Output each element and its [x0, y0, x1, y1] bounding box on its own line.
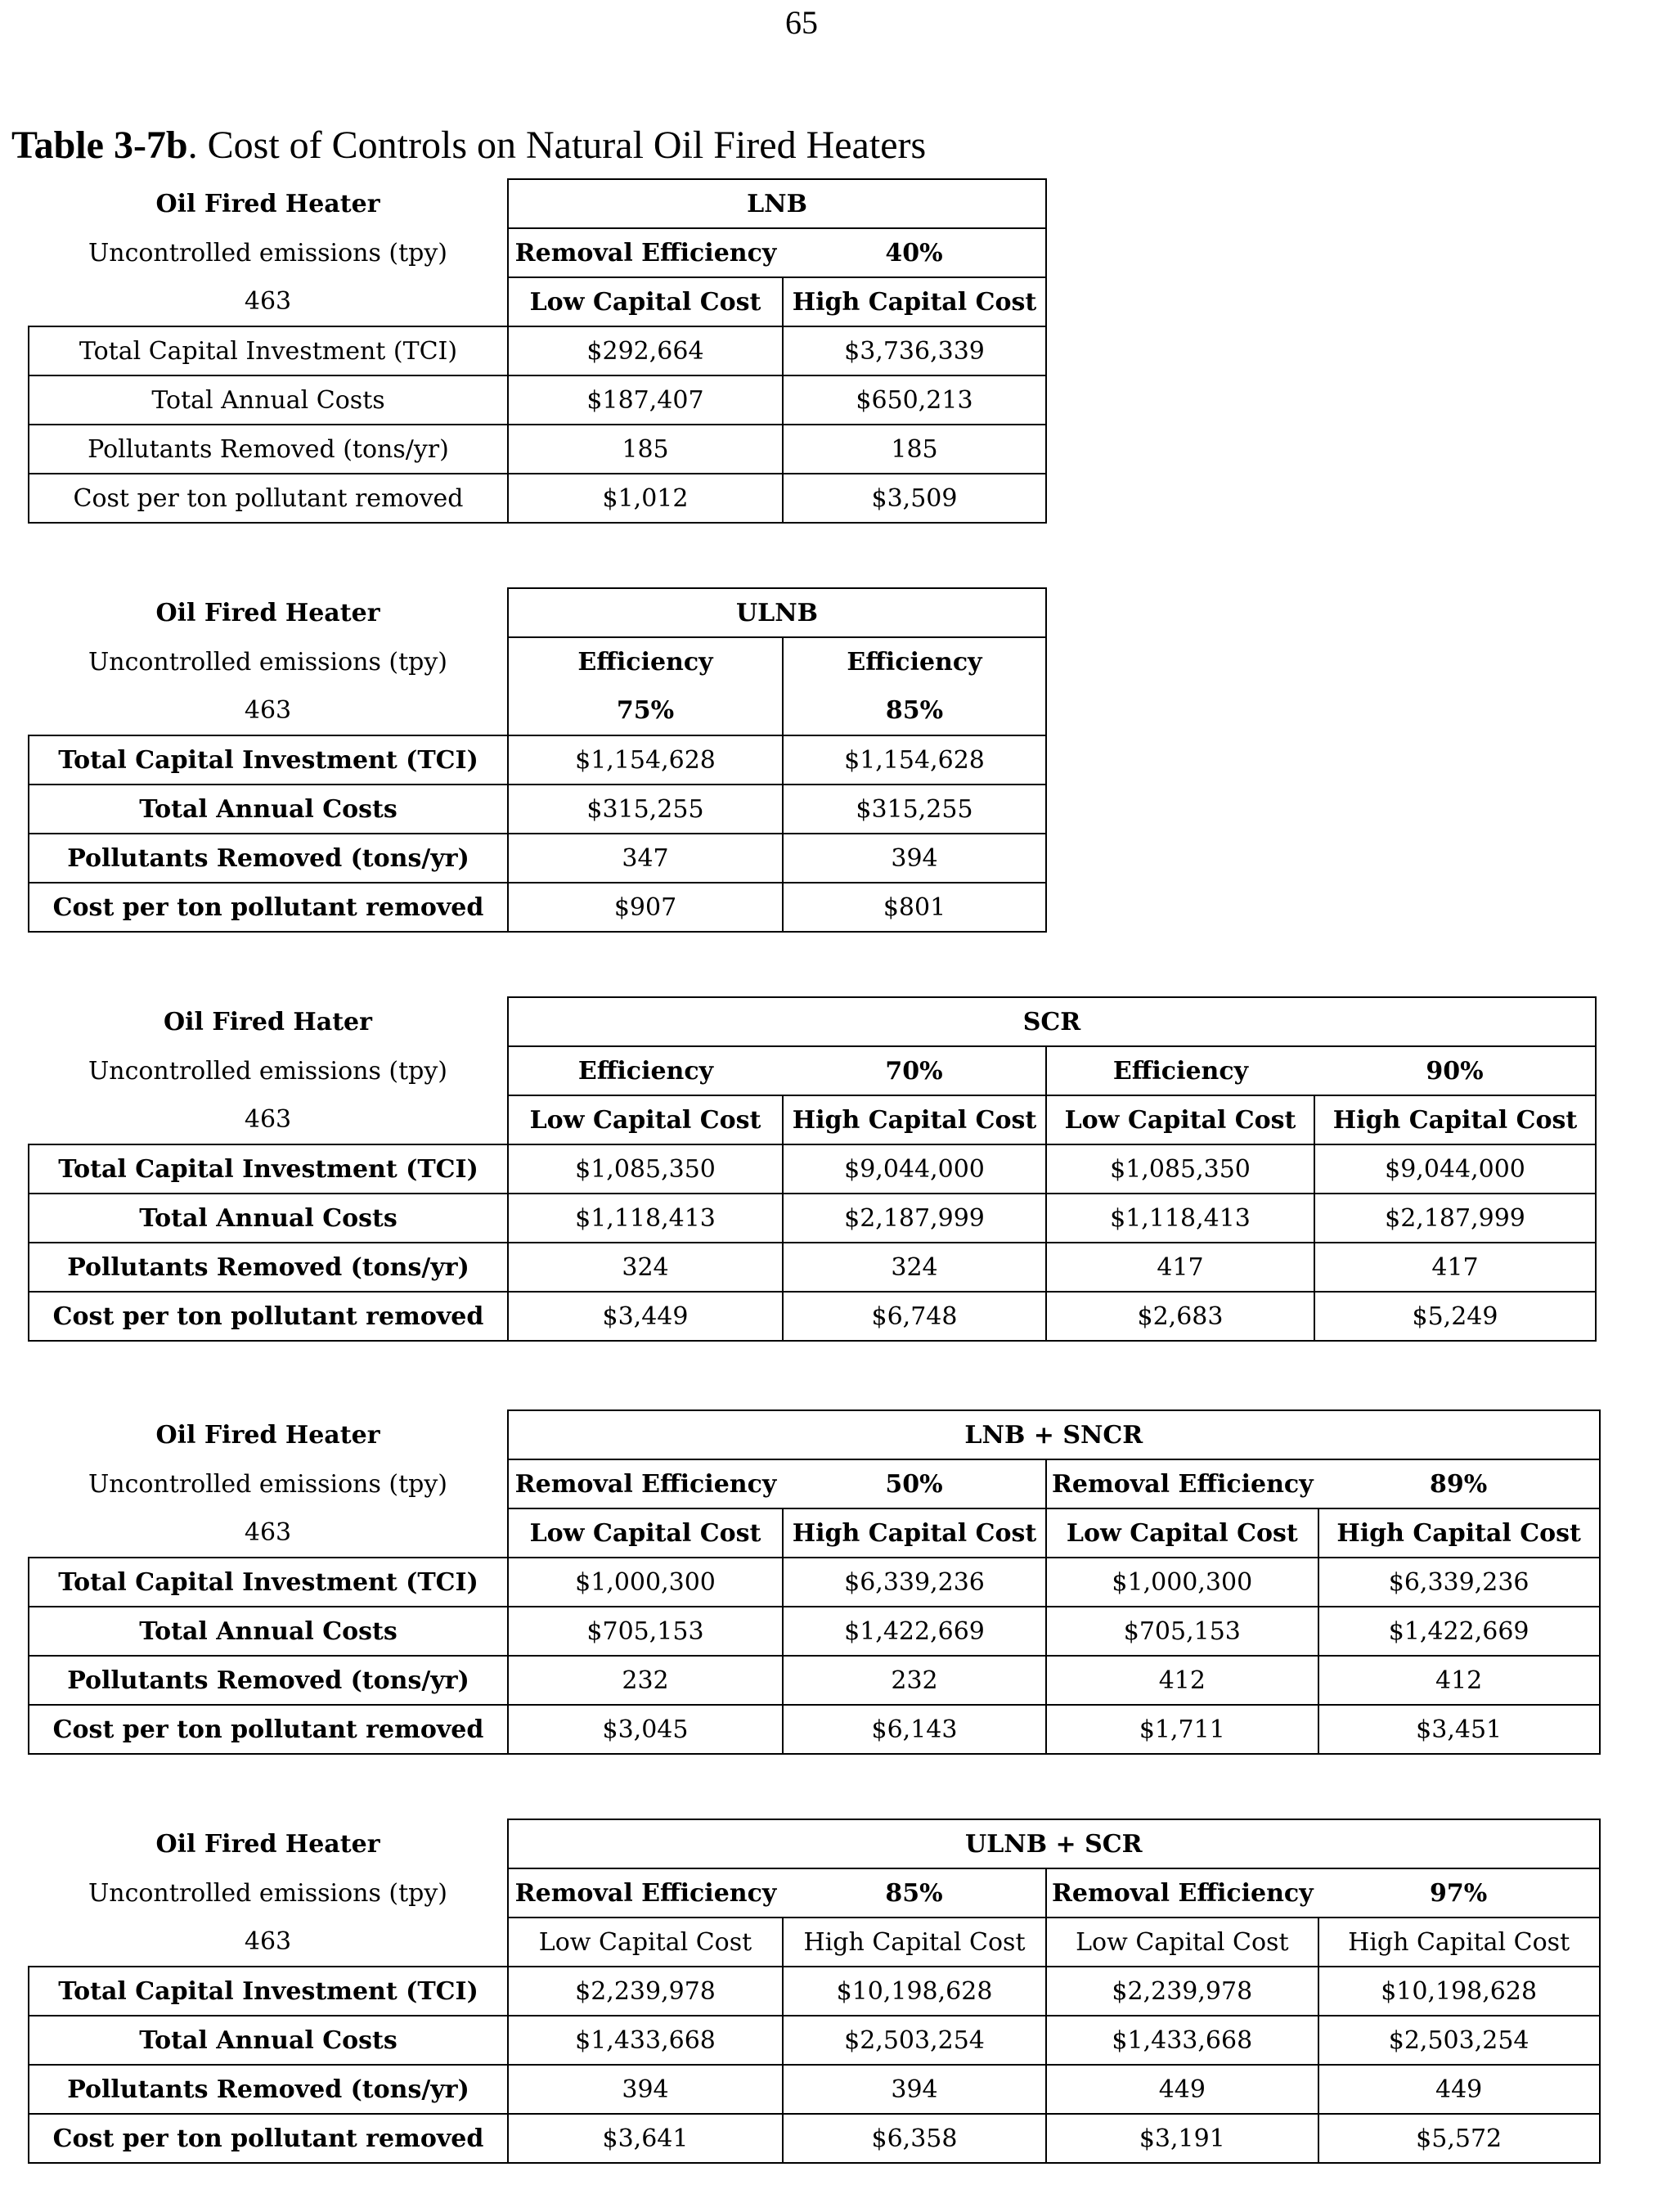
row-label: Total Capital Investment (TCI) — [29, 326, 508, 375]
cell-value: $1,433,668 — [1046, 2016, 1318, 2065]
cell-value: $1,118,413 — [508, 1194, 783, 1243]
cell-value: 232 — [508, 1656, 783, 1705]
row-label: Total Annual Costs — [29, 1194, 508, 1243]
column-header: High Capital Cost — [783, 1918, 1046, 1967]
cell-value: $3,191 — [1046, 2114, 1318, 2163]
row-label: Total Annual Costs — [29, 2016, 508, 2065]
efficiency-value: 70% — [783, 1046, 1046, 1095]
control-name: LNB + SNCR — [508, 1410, 1600, 1459]
column-header-top: Efficiency — [508, 637, 783, 686]
cell-value: 185 — [508, 425, 783, 474]
table-caption — [11, 123, 926, 168]
table-row — [29, 2016, 1600, 2065]
table-row — [29, 474, 1046, 523]
cell-value: $801 — [783, 883, 1046, 932]
cell-value: $292,664 — [508, 326, 783, 375]
cell-value: 394 — [508, 2065, 783, 2114]
cell-value: 347 — [508, 834, 783, 883]
cell-value: $1,085,350 — [508, 1144, 783, 1194]
cell-value: $3,045 — [508, 1705, 783, 1754]
control-name: LNB — [508, 179, 1046, 228]
cell-value: $2,187,999 — [783, 1194, 1046, 1243]
emissions-label: Uncontrolled emissions (tpy) — [88, 647, 448, 677]
control-name: ULNB — [508, 588, 1046, 637]
heater-label: Oil Fired Hater — [164, 1007, 372, 1036]
efficiency-label: Removal Efficiency — [1046, 1868, 1318, 1918]
cell-value: $9,044,000 — [1314, 1144, 1596, 1194]
cell-value: 394 — [783, 834, 1046, 883]
efficiency-value: 90% — [1314, 1046, 1596, 1095]
cost-table — [28, 1409, 1601, 1755]
cell-value: $10,198,628 — [1318, 1967, 1600, 2016]
cell-value: $1,118,413 — [1046, 1194, 1314, 1243]
column-header: 75% — [508, 686, 783, 735]
table-row — [29, 735, 1046, 785]
efficiency-label: Removal Efficiency — [508, 1868, 783, 1918]
cell-value: $5,572 — [1318, 2114, 1600, 2163]
cell-value: $1,000,300 — [1046, 1558, 1318, 1607]
control-name: SCR — [508, 997, 1596, 1046]
caption-label: Table 3-7b — [11, 124, 188, 167]
column-header-top: Efficiency — [783, 637, 1046, 686]
cell-value: $1,000,300 — [508, 1558, 783, 1607]
table-row — [29, 1705, 1600, 1754]
cell-value: $3,509 — [783, 474, 1046, 523]
cell-value: 232 — [783, 1656, 1046, 1705]
table-row — [29, 785, 1046, 834]
row-label: Pollutants Removed (tons/yr) — [29, 2065, 508, 2114]
cell-value: $6,748 — [783, 1292, 1046, 1341]
row-label: Pollutants Removed (tons/yr) — [29, 1243, 508, 1292]
cell-value: $2,187,999 — [1314, 1194, 1596, 1243]
heater-label: Oil Fired Heater — [155, 1420, 380, 1450]
column-header: High Capital Cost — [1314, 1095, 1596, 1144]
table-row — [29, 1558, 1600, 1607]
cell-value: $6,143 — [783, 1705, 1046, 1754]
cell-value: $1,711 — [1046, 1705, 1318, 1754]
efficiency-label: Removal Efficiency — [1046, 1459, 1318, 1508]
cell-value: $1,012 — [508, 474, 783, 523]
emissions-value: 463 — [244, 1518, 292, 1547]
control-name: ULNB + SCR — [508, 1819, 1600, 1868]
column-header: Low Capital Cost — [1046, 1095, 1314, 1144]
table-row — [29, 1656, 1600, 1705]
cell-value: 449 — [1046, 2065, 1318, 2114]
column-header: High Capital Cost — [1318, 1508, 1600, 1558]
table-ulnb-scr — [28, 1819, 1601, 2164]
cell-value: 324 — [783, 1243, 1046, 1292]
cell-value: $3,451 — [1318, 1705, 1600, 1754]
cell-value: $1,433,668 — [508, 2016, 783, 2065]
cell-value: $1,085,350 — [1046, 1144, 1314, 1194]
cell-value: 412 — [1318, 1656, 1600, 1705]
cell-value: $6,339,236 — [1318, 1558, 1600, 1607]
table-row — [29, 1967, 1600, 2016]
emissions-label: Uncontrolled emissions (tpy) — [88, 1878, 448, 1908]
heater-label: Oil Fired Heater — [155, 598, 380, 627]
emissions-label: Uncontrolled emissions (tpy) — [88, 1056, 448, 1086]
table-row — [29, 1194, 1596, 1243]
efficiency-label: Efficiency — [1046, 1046, 1314, 1095]
cell-value: 324 — [508, 1243, 783, 1292]
column-header: 85% — [783, 686, 1046, 735]
cell-value: $2,239,978 — [508, 1967, 783, 2016]
cell-value: $187,407 — [508, 375, 783, 425]
cost-table — [28, 587, 1047, 933]
cell-value: $315,255 — [508, 785, 783, 834]
cell-value: $2,239,978 — [1046, 1967, 1318, 2016]
efficiency-value: 50% — [783, 1459, 1046, 1508]
table-row — [29, 834, 1046, 883]
emissions-label: Uncontrolled emissions (tpy) — [88, 1469, 448, 1499]
efficiency-label: Efficiency — [508, 1046, 783, 1095]
cell-value: $5,249 — [1314, 1292, 1596, 1341]
row-label: Cost per ton pollutant removed — [29, 1292, 508, 1341]
cell-value: $10,198,628 — [783, 1967, 1046, 2016]
cell-value: $3,641 — [508, 2114, 783, 2163]
cell-value: $3,449 — [508, 1292, 783, 1341]
row-label: Total Capital Investment (TCI) — [29, 1967, 508, 2016]
table-row — [29, 1144, 1596, 1194]
efficiency-value: 40% — [783, 228, 1046, 277]
efficiency-value: 85% — [783, 1868, 1046, 1918]
cost-table — [28, 178, 1047, 524]
cell-value: 417 — [1046, 1243, 1314, 1292]
column-header: High Capital Cost — [783, 1095, 1046, 1144]
efficiency-value: 97% — [1318, 1868, 1600, 1918]
column-header: Low Capital Cost — [1046, 1508, 1318, 1558]
row-label: Total Capital Investment (TCI) — [29, 1558, 508, 1607]
cell-value: 417 — [1314, 1243, 1596, 1292]
emissions-label: Uncontrolled emissions (tpy) — [88, 238, 448, 268]
cell-value: $315,255 — [783, 785, 1046, 834]
cell-value: $3,736,339 — [783, 326, 1046, 375]
row-label: Total Annual Costs — [29, 375, 508, 425]
table-scr — [28, 996, 1597, 1342]
cell-value: $6,358 — [783, 2114, 1046, 2163]
cell-value: $1,422,669 — [783, 1607, 1046, 1656]
table-row — [29, 2114, 1600, 2163]
page-number: 65 — [785, 4, 818, 41]
cell-value: 185 — [783, 425, 1046, 474]
emissions-value: 463 — [244, 696, 292, 725]
cell-value: $705,153 — [1046, 1607, 1318, 1656]
row-label: Total Annual Costs — [29, 785, 508, 834]
column-header: High Capital Cost — [783, 277, 1046, 326]
table-lnb — [28, 178, 1047, 524]
cell-value: $2,683 — [1046, 1292, 1314, 1341]
table-row — [29, 2065, 1600, 2114]
cost-table — [28, 1819, 1601, 2164]
row-label: Pollutants Removed (tons/yr) — [29, 834, 508, 883]
row-label: Total Capital Investment (TCI) — [29, 1144, 508, 1194]
caption-text: . Cost of Controls on Natural Oil Fired Heaters — [187, 124, 927, 167]
cell-value: $1,154,628 — [508, 735, 783, 785]
cell-value: $2,503,254 — [1318, 2016, 1600, 2065]
cell-value: $1,422,669 — [1318, 1607, 1600, 1656]
cell-value: $1,154,628 — [783, 735, 1046, 785]
column-header: Low Capital Cost — [508, 277, 783, 326]
cell-value: 449 — [1318, 2065, 1600, 2114]
row-label: Cost per ton pollutant removed — [29, 474, 508, 523]
emissions-value: 463 — [244, 287, 292, 316]
emissions-value: 463 — [244, 1927, 292, 1956]
column-header: Low Capital Cost — [508, 1918, 783, 1967]
cell-value: $9,044,000 — [783, 1144, 1046, 1194]
cell-value: $2,503,254 — [783, 2016, 1046, 2065]
emissions-value: 463 — [244, 1105, 292, 1134]
table-row — [29, 1243, 1596, 1292]
column-header: High Capital Cost — [1318, 1918, 1600, 1967]
table-row — [29, 425, 1046, 474]
row-label: Cost per ton pollutant removed — [29, 883, 508, 932]
column-header: Low Capital Cost — [508, 1095, 783, 1144]
heater-label: Oil Fired Heater — [155, 1829, 380, 1859]
row-label: Pollutants Removed (tons/yr) — [29, 1656, 508, 1705]
table-ulnb — [28, 587, 1047, 933]
cell-value: 412 — [1046, 1656, 1318, 1705]
cell-value: $705,153 — [508, 1607, 783, 1656]
efficiency-value: 89% — [1318, 1459, 1600, 1508]
cell-value: $650,213 — [783, 375, 1046, 425]
table-lnb-sncr — [28, 1409, 1601, 1755]
row-label: Pollutants Removed (tons/yr) — [29, 425, 508, 474]
row-label: Total Capital Investment (TCI) — [29, 735, 508, 785]
table-row — [29, 375, 1046, 425]
table-row — [29, 883, 1046, 932]
table-row — [29, 326, 1046, 375]
cell-value: 394 — [783, 2065, 1046, 2114]
cell-value: $907 — [508, 883, 783, 932]
heater-label: Oil Fired Heater — [155, 189, 380, 218]
efficiency-label: Removal Efficiency — [508, 1459, 783, 1508]
column-header: Low Capital Cost — [1046, 1918, 1318, 1967]
column-header: High Capital Cost — [783, 1508, 1046, 1558]
table-row — [29, 1292, 1596, 1341]
cell-value: $6,339,236 — [783, 1558, 1046, 1607]
cost-table — [28, 996, 1597, 1342]
row-label: Cost per ton pollutant removed — [29, 2114, 508, 2163]
efficiency-label: Removal Efficiency — [508, 228, 783, 277]
column-header: Low Capital Cost — [508, 1508, 783, 1558]
row-label: Total Annual Costs — [29, 1607, 508, 1656]
row-label: Cost per ton pollutant removed — [29, 1705, 508, 1754]
table-row — [29, 1607, 1600, 1656]
